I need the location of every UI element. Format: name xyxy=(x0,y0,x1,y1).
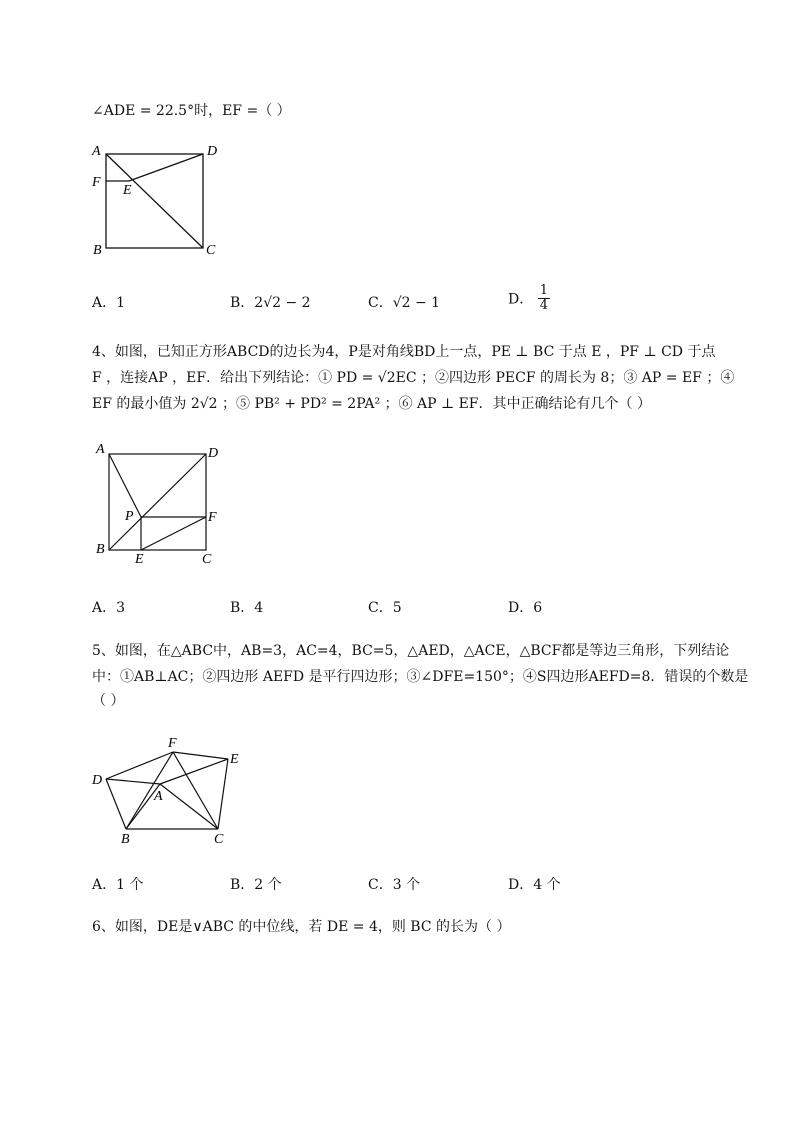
q3-option-b[interactable] xyxy=(230,292,311,312)
q5-line-2: 中：①AB⊥AC；②四边形 AEFD 是平行四边形；③∠DFE=150°；④S四边形AEFD=8．错误的个数是 xyxy=(92,669,749,685)
option-letter: D． xyxy=(508,291,534,308)
label-d: D xyxy=(208,446,219,461)
segment-ec xyxy=(218,759,228,829)
option-text: √2 − 1 xyxy=(392,295,441,311)
label-e: E xyxy=(123,183,132,198)
segment-ac xyxy=(160,784,218,829)
segment-de xyxy=(129,154,203,181)
diagonal-bd xyxy=(109,454,206,550)
label-d: D xyxy=(92,773,103,788)
segment-df xyxy=(106,752,173,779)
option-text: 2√2 − 2 xyxy=(254,295,311,311)
fraction xyxy=(538,284,550,313)
option-text: 1 个 xyxy=(116,877,144,893)
q4-option-b[interactable] xyxy=(230,597,263,617)
q3-option-d[interactable] xyxy=(508,284,550,313)
option-letter: A． xyxy=(92,295,117,311)
segment-ae xyxy=(160,759,228,784)
q4-option-c[interactable] xyxy=(368,597,402,617)
diagonal-ac xyxy=(106,154,203,248)
label-f: F xyxy=(208,510,217,525)
label-f: F xyxy=(168,736,177,751)
segment-da xyxy=(106,779,160,784)
option-letter: B． xyxy=(230,600,255,616)
q3-option-c[interactable] xyxy=(368,292,440,312)
q6-line-1: 6、如图，DE是∨ABC 的中位线，若 DE = 4，则 BC 的长为（ ） xyxy=(92,919,511,935)
option-letter: A． xyxy=(92,877,117,893)
q4-line-3: EF 的最小值为 2√2 ；⑤ PB² + PD² = 2PA² ；⑥ AP ⊥ EF．其中正确结论有几个（ ） xyxy=(92,396,651,412)
label-c: C xyxy=(202,552,212,567)
q4-line-1: 4、如图，已知正方形ABCD的边长为4，P是对角线BD上一点，PE ⊥ BC 于点 E ，PF ⊥ CD 于点 xyxy=(92,344,716,360)
option-text: 5 xyxy=(392,600,402,616)
label-d: D xyxy=(207,144,218,159)
label-b: B xyxy=(96,542,105,557)
q4-option-d[interactable] xyxy=(508,597,542,617)
segment-fe xyxy=(173,752,228,759)
label-e: E xyxy=(230,752,239,767)
q5-option-b[interactable] xyxy=(230,874,282,894)
option-text: 4 个 xyxy=(533,877,561,893)
label-c: C xyxy=(214,832,224,847)
option-letter: A． xyxy=(92,600,117,616)
option-letter: C． xyxy=(368,600,393,616)
q3-square-diagram xyxy=(88,138,228,263)
segment-ef xyxy=(141,517,206,550)
label-a: A xyxy=(92,144,101,159)
fraction-numerator: 1 xyxy=(539,283,548,298)
option-letter: D． xyxy=(508,600,534,616)
option-text: 2 个 xyxy=(254,877,282,893)
q5-option-c[interactable] xyxy=(368,874,420,894)
option-text: 6 xyxy=(533,600,543,616)
label-b: B xyxy=(93,243,102,258)
q5-line-1: 5、如图，在△ABC中，AB=3，AC=4，BC=5，△AED，△ACE，△BCF都是等边三角形，下列结论 xyxy=(92,643,730,659)
option-text: 3 xyxy=(116,600,126,616)
label-a: A xyxy=(96,442,105,457)
option-letter: C． xyxy=(368,295,393,311)
segment-fc xyxy=(173,752,218,829)
q4-square-diagram xyxy=(90,438,230,570)
label-c: C xyxy=(206,243,216,258)
option-letter: B． xyxy=(230,295,255,311)
label-p: P xyxy=(125,509,134,524)
q5-triangles-diagram xyxy=(88,732,248,847)
q5-option-d[interactable] xyxy=(508,874,561,894)
option-text: 3 个 xyxy=(392,877,421,893)
option-letter: B． xyxy=(230,877,255,893)
q4-figure xyxy=(90,438,230,574)
q4-option-a[interactable] xyxy=(92,597,125,617)
q3-option-a[interactable] xyxy=(92,292,125,312)
q5-option-a[interactable] xyxy=(92,874,143,894)
segment-fb xyxy=(126,752,173,829)
q5-figure xyxy=(88,732,248,851)
option-letter: D． xyxy=(508,877,534,893)
label-a: A xyxy=(154,789,163,804)
label-f: F xyxy=(92,175,101,190)
fraction-denominator: 4 xyxy=(539,298,548,313)
q3-stem-tail: ∠ADE = 22.5°时，EF =（ ） xyxy=(92,103,291,119)
q4-line-2: F ，连接AP ，EF．给出下列结论：① PD = √2EC ；②四边形 PECF 的周长为 8；③ AP = EF ；④ xyxy=(92,370,735,386)
option-text: 1 xyxy=(116,295,126,311)
q5-line-3: （ ） xyxy=(92,693,125,709)
option-letter: C． xyxy=(368,877,393,893)
label-b: B xyxy=(121,832,130,847)
label-e: E xyxy=(135,552,144,567)
segment-bd xyxy=(106,779,126,829)
option-text: 4 xyxy=(254,600,264,616)
q3-figure xyxy=(88,138,228,267)
segment-ap xyxy=(109,454,141,517)
